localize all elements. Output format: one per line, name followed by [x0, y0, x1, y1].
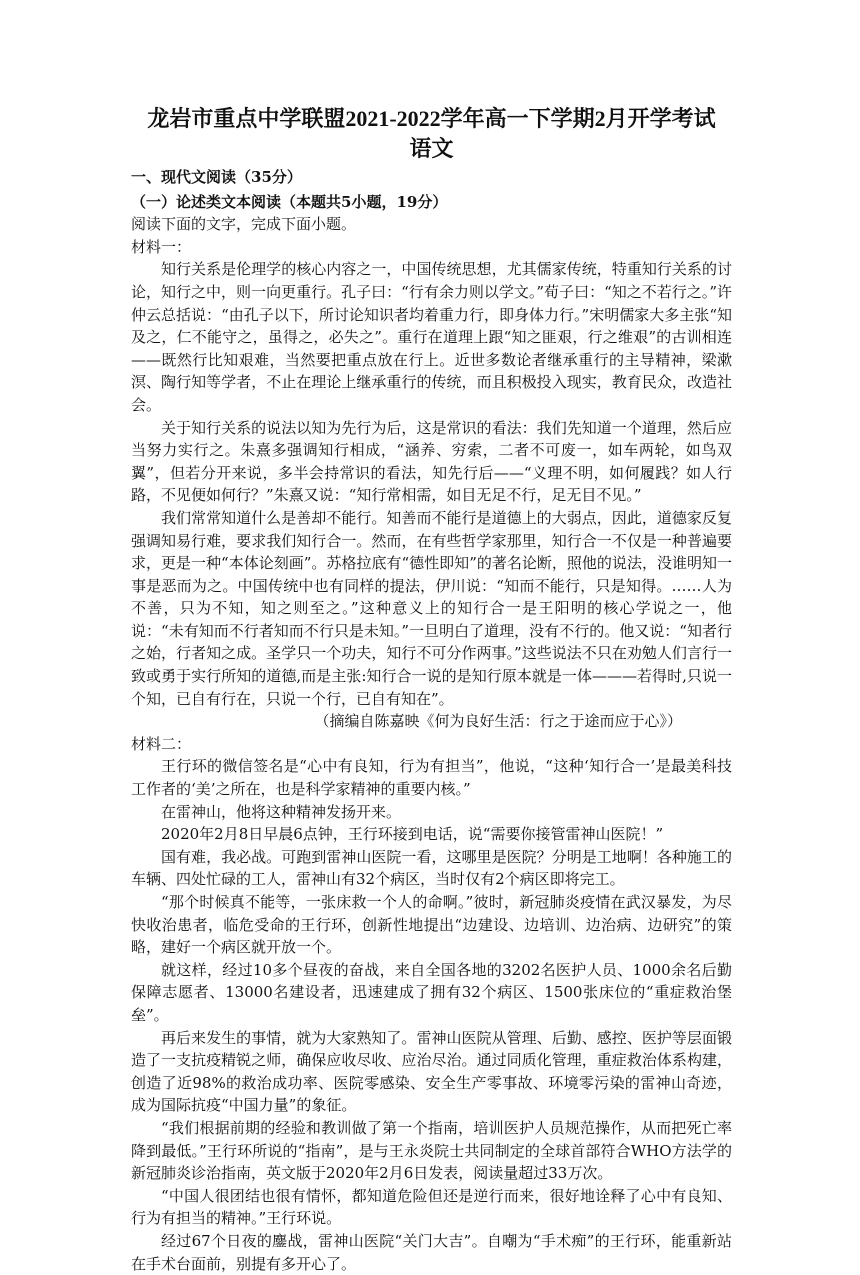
material-2-paragraph: “我们根据前期的经验和教训做了第一个指南，培训医护人员规范操作，从而把死亡率降到最低。”王行环所说的“指南”，是与王永炎院士共同制定的全球首部符合WHO方法学的新冠肺炎诊治指南，英文版于2020年2月6日发表，阅读量超过33万次。	[131, 1118, 732, 1183]
material-1-paragraph: 我们常常知道什么是善却不能行。知善而不能行是道德上的大弱点，因此，道德家反复强调知易行难，要求我们知行合一。然而，在有些哲学家那里，知行合一不仅是一种普遍要求，更是一种“本体论刻画”。苏格拉底有“德性即知”的著名论断，照他的说法，没谁明知一事是恶而为之。中国传统中也有同样的提法，伊川说：“知而不能行，只是知得。……人为不善，只为不知，知之则至之。”这种意义上的知行合一是王阳明的核心学说之一，他说：“未有知而不行者知而不行只是未知。”一旦明白了道理，没有不行的。他又说：“知者行之始，行者知之成。圣学只一个功夫，知行不可分作两事。”这些说法不只在劝勉人们言行一致或勇于实行所知的道德,而是主张:知行合一说的是知行原本就是一体———若得时,只说一个知，已自有行在，只说一个行，已自有知在”。	[131, 508, 732, 708]
material-2-paragraph: 王行环的微信签名是“心中有良知，行为有担当”，他说，“这种‘知行合一’是最美科技工作者的‘美’之所在，也是科学家精神的重要内核。”	[131, 757, 732, 799]
section-heading: 一、现代文阅读（35分）	[131, 168, 302, 186]
material-2-paragraph: 在雷神山，他将这种精神发扬开来。	[161, 802, 402, 821]
document-title	[131, 104, 732, 164]
material-2-paragraph: 经过67个日夜的鏖战，雷神山医院“关门大吉”。自嘲为“手术痴”的王行环，能重新站在手术台面前，别提有多开心了。	[131, 1231, 732, 1273]
material-2-label: 材料二：	[131, 734, 192, 753]
material-1-source: （摘编自陈嘉映《何为良好生活：行之于途而应于心》）	[314, 712, 682, 731]
subsection-heading: （一）论述类文本阅读（本题共5小题，19分）	[131, 192, 448, 211]
material-2-paragraph: “中国人很团结也很有情怀，都知道危险但还是逆行而来，很好地诠释了心中有良知、行为有担当的精神。”王行环说。	[131, 1186, 732, 1228]
material-1-paragraph: 关于知行关系的说法以知为先行为后，这是常识的看法：我们先知道一个道理，然后应当努力实行之。朱熹多强调知行相成，“涵养、穷索，二者不可废一，如车两轮，如鸟双翼”，但若分开来说，多半会持常识的看法，知先行后——“义理不明，如何履践？如人行路，不见便如何行？”朱熹又说：“知行常相需，如目无足不行，足无目不见。”	[131, 418, 732, 505]
material-2-paragraph: 2020年2月8日早晨6点钟，王行环接到电话，说“需要你接管雷神山医院！”	[161, 825, 664, 844]
material-1-label: 材料一：	[131, 237, 192, 256]
material-1-paragraph: 知行关系是伦理学的核心内容之一，中国传统思想，尤其儒家传统，特重知行关系的讨论，知行之中，则一向更重行。孔子曰：“行有余力则以学文。”荀子曰：“知之不若行之。”许仲云总括说：“由孔子以下，所讨论知识者均着重力行，即身体力行。”宋明儒家大多主张“知及之，仁不能守之，虽得之，必失之”。重行在道理上跟“知之匪艰，行之维艰”的古训相连——既然行比知艰难，当然要把重点放在行上。近世多数论者继承重行的主导精神，梁漱溟、陶行知等学者，不止在理论上继承重行的传统，而且积极投入现实，教育民众，改造社会。	[131, 260, 732, 414]
material-2-paragraph: 再后来发生的事情，就为大家熟知了。雷神山医院从管理、后勤、感控、医护等层面锻造了一支抗疫精锐之师，确保应收尽收、应治尽治。通过同质化管理，重症救治体系构建，创造了近98%的救治成功率、医院零感染、安全生产零事故、环境零污染的雷神山奇迹，成为国际抗疫“中国力量”的象征。	[131, 1028, 732, 1115]
instruction-text: 阅读下面的文字，完成下面小题。	[131, 215, 357, 234]
material-2-paragraph: 就这样，经过10多个昼夜的奋战，来自全国各地的3202名医护人员、1000余名后勤保障志愿者、13000名建设者，迅速建成了拥有32个病区、1500张床位的“重症救治堡垒”。	[131, 960, 732, 1024]
title-line-2: 语文	[409, 136, 454, 161]
material-2-paragraph: 国有难，我必战。可跑到雷神山医院一看，这哪里是医院？分明是工地啊！各种施工的车辆、四处忙碌的工人，雷神山有32个病区，当时仅有2个病区即将完工。	[131, 847, 732, 889]
title-line-1: 龙岩市重点中学联盟2021-2022学年高一下学期2月开学考试	[147, 106, 716, 131]
material-2-paragraph: “那个时候真不能等，一张床救一个人的命啊。”彼时，新冠肺炎疫情在武汉暴发，为尽快收治患者，临危受命的王行环，创新性地提出“边建设、边培训、边治病、边研究”的策略，建好一个病区就开放一个。	[131, 893, 732, 957]
